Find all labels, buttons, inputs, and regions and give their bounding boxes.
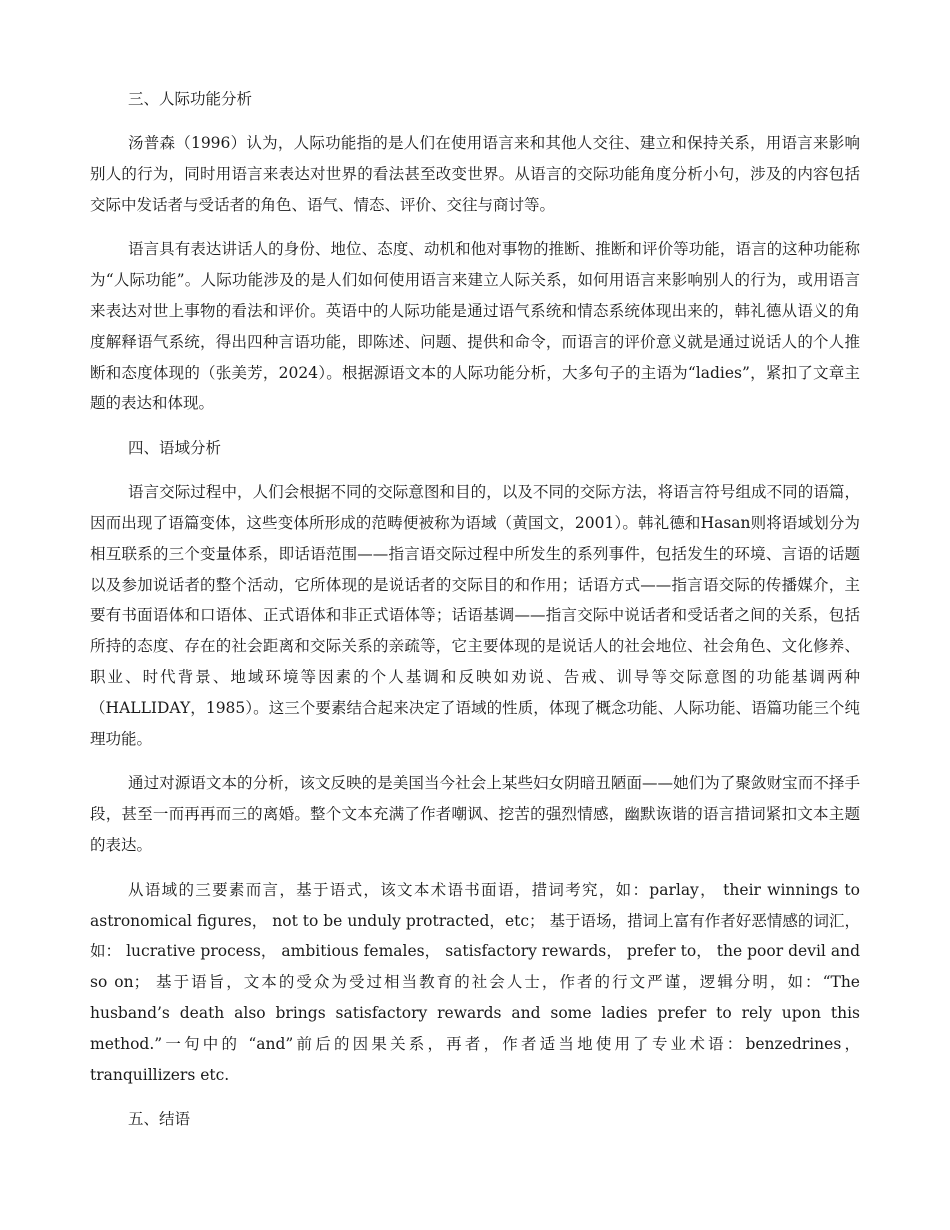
section-heading-interpersonal: 三、人际功能分析 xyxy=(128,90,253,108)
section-heading-register: 四、语域分析 xyxy=(128,439,222,458)
paragraph-register-definition: 语言交际过程中，人们会根据不同的交际意图和目的，以及不同的交际方法，将语言符号组成不同的语篇，因而出现了语篇变体，这些变体所形成的范畴便被称为语域（黄国文，2001）。韩礼德和Hasan则将语域划分为相互联系的三个变量体系，即话语范围——指言语交际过程中所发生的系列事件，包括发生的环境、言语的话题以及参加说话者的整个活动，它所体现的是说话者的交际目的和作用；话语方式——指言语交际的传播媒介，主要有书面语体和口语体、正式语体和非正式语体等；话语基调——指言交际中说话者和受话者之间的关系，包括所持的态度、存在的社会距离和交际关系的亲疏等，它主要体现的是说话人的社会地位、社会角色、文化修养、职业、时代背景、地域环境等因素的个人基调和反映如劝说、告戒、训导等交际意图的功能基调两种（HALLIDAY，1985）。这三个要素结合起来决定了语域的性质，体现了概念功能、人际功能、语篇功能三个纯理功能。 xyxy=(90,483,860,748)
paragraph-interpersonal-function: 语言具有表达讲话人的身份、地位、态度、动机和他对事物的推断、推断和评价等功能，语言的这种功能称为“人际功能”。人际功能涉及的是人们如何使用语言来建立人际关系，如何用语言来影响别人的行为，或用语言来表达对世上事物的看法和评价。英语中的人际功能是通过语气系统和情态系统体现出来的，韩礼德从语义的角度解释语气系统，得出四种言语功能，即陈述、问题、提供和命令，而语言的评价意义就是通过说话人的个人推断和态度体现的（张美芳，2024）。根据源语文本的人际功能分析，大多句子的主语为“ladies”，紧扣了文章主题的表达和体现。 xyxy=(90,240,860,413)
paragraph-thompson-definition: 汤普森（1996）认为，人际功能指的是人们在使用语言来和其他人交往、建立和保持关系，用语言来影响别人的行为，同时用语言来表达对世界的看法甚至改变世界。从语言的交际功能角度分析小句，涉及的内容包括交际中发话者与受话者的角色、语气、情态、评价、交往与商讨等。 xyxy=(90,134,860,214)
document-page xyxy=(90,84,860,1148)
paragraph-source-text-analysis: 通过对源语文本的分析，该文反映的是美国当今社会上某些妇女阴暗丑陋面——她们为了聚敛财宝而不择手段，甚至一而再再而三的离婚。整个文本充满了作者嘲讽、挖苦的强烈情感，幽默诙谐的语言措词紧扣文本主题的表达。 xyxy=(90,774,860,854)
section-heading-conclusion: 五、结语 xyxy=(128,1110,191,1129)
paragraph-register-elements: 从语域的三要素而言，基于语式，该文本术语书面语，措词考究，如：parlay， their winnings to astronomical figures， not to be unduly protracted，etc； 基于语场，措词上富有作者好恶情感的词汇，如： lucrative process， ambitious females， satisfactory rewards， prefer to， the poor devil and so on； 基于语旨，文本的受众为受过相当教育的社会人士，作者的行文严谨，逻辑分明，如：“The husband’s death also brings satisfactory rewards and some ladies prefer to rely upon this method.”一句中的 “and”前后的因果关系，再者，作者适当地使用了专业术语：benzedrines， tranquillizers etc. xyxy=(90,880,860,1084)
